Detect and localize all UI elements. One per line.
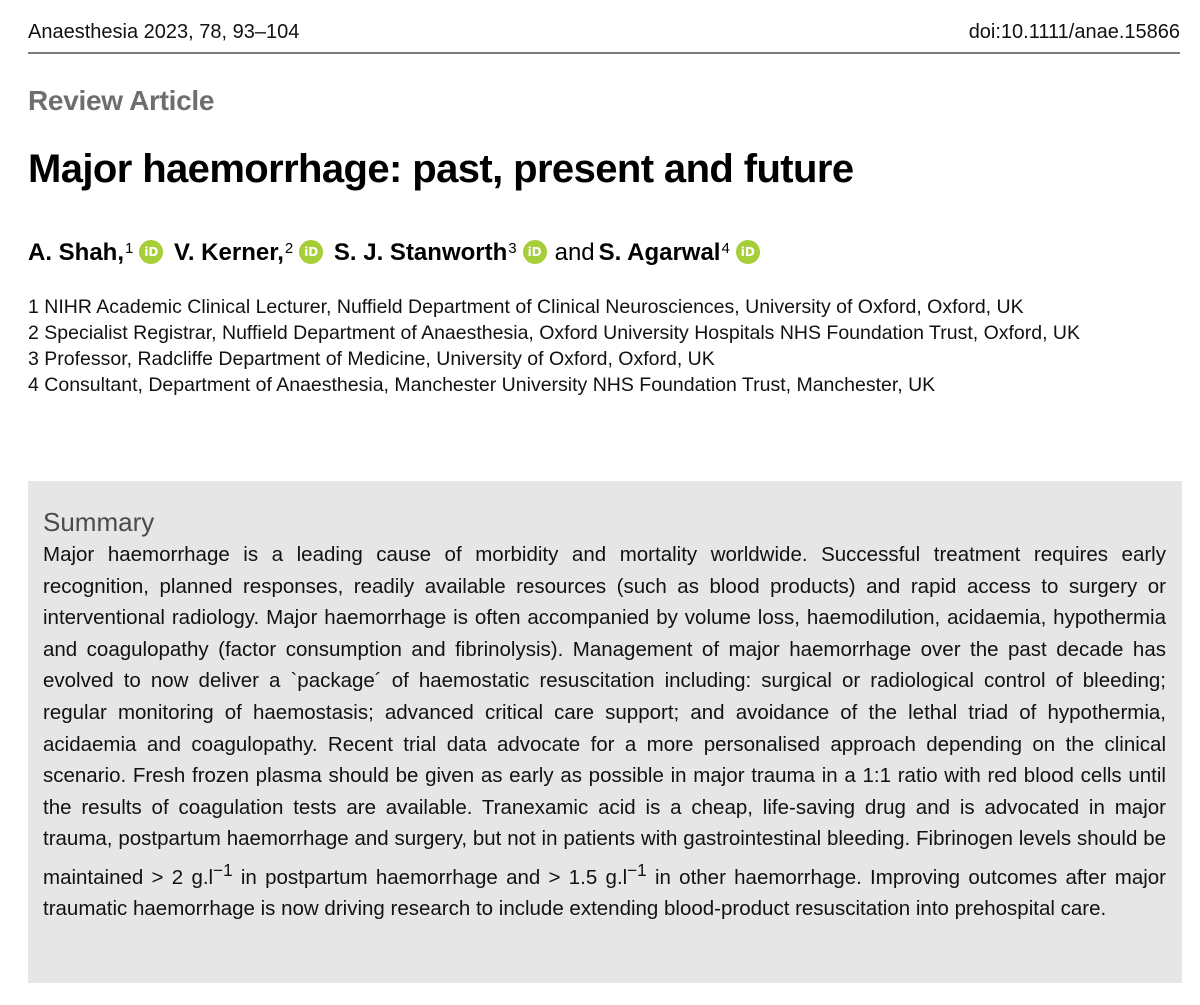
author-name: A. Shah, [28, 239, 125, 266]
summary-text-part: Major haemorrhage is a leading cause of morbidity and mortality worldwide. Successful treatment requires early recognition, planned responses, readily available resources (such as blood products) and rapid access to surgery or interventional radiology. Major haemorrhage is often accompanied by volume loss, haemodilution, acidaemia, hypothermia and coagulopathy (factor consumption and fibrinolysis). Management of major haemorrhage over the past decade has evolved to now deliver a `package´ of haemostatic resuscitation including: surgical or radiological control of bleeding; regular monitoring of haemostasis; advanced critical care support; and avoidance of the lethal triad of hypothermia, acidaemia and coagulopathy. Recent trial data advocate for a more personalised approach depending on the clinical scenario. Fresh frozen plasma should be given as early as possible in major trauma in a 1:1 ratio with red blood cells until the results of coagulation tests are available. Tranexamic acid is a cheap, life-saving drug and is advocated in major trauma, postpartum haemorrhage and surgery, but not in patients with gastrointestinal bleeding. Fibrinogen levels should be maintained > 2 g.l [43, 543, 1166, 889]
affiliation-marker: 3 [508, 240, 517, 257]
author-kerner[interactable] [174, 239, 293, 266]
affiliation-marker: 1 [125, 240, 134, 257]
author-name: V. Kerner, [174, 239, 284, 266]
orcid-icon[interactable]: iD [299, 240, 323, 264]
summary-box [28, 481, 1182, 983]
article-type-label: Review Article [28, 85, 215, 116]
affiliation-item: 2 Specialist Registrar, Nuffield Department of Anaesthesia, Oxford University Hospitals NHS Foundation Trust, Oxford, UK [28, 322, 1081, 344]
author-name: S. J. Stanworth [333, 239, 508, 266]
author-agarwal[interactable] [599, 239, 730, 266]
summary-heading: Summary [43, 507, 155, 537]
orcid-icon[interactable]: iD [139, 240, 163, 264]
affiliation-item: 4 Consultant, Department of Anaesthesia, Manchester University NHS Foundation Trust, Manchester, UK [28, 374, 936, 396]
unit-exponent: −1 [213, 860, 233, 880]
unit-exponent: −1 [627, 860, 647, 880]
author-stanworth[interactable] [334, 239, 517, 266]
author-list [28, 236, 764, 270]
running-header [28, 18, 1180, 54]
article-title: Major haemorrhage: past, present and future [28, 147, 854, 191]
authors-conjunction: and [554, 239, 595, 266]
affiliation-marker: 2 [284, 240, 294, 257]
summary-text-part: in other haemorrhage. Improving outcomes after major traumatic haemorrhage is now driving research to include extending blood-product resuscitation into prehospital care. [43, 865, 1166, 921]
author-shah[interactable] [28, 239, 133, 266]
author-name: S. Agarwal [598, 239, 721, 266]
orcid-icon[interactable]: iD [736, 240, 760, 264]
journal-citation: Anaesthesia 2023, 78, 93–104 [28, 21, 300, 43]
doi-link[interactable]: doi:10.1111/anae.15866 [968, 21, 1180, 43]
affiliation-item: 3 Professor, Radcliffe Department of Medicine, University of Oxford, Oxford, UK [28, 348, 715, 370]
affiliation-marker: 4 [721, 240, 730, 257]
affiliation-list [28, 294, 1178, 398]
affiliation-item: 1 NIHR Academic Clinical Lecturer, Nuffield Department of Clinical Neurosciences, University of Oxford, Oxford, UK [28, 296, 1024, 318]
summary-text-part: in postpartum haemorrhage and > 1.5 g.l [232, 865, 628, 889]
orcid-icon[interactable]: iD [523, 240, 547, 264]
summary-text [43, 539, 1166, 925]
